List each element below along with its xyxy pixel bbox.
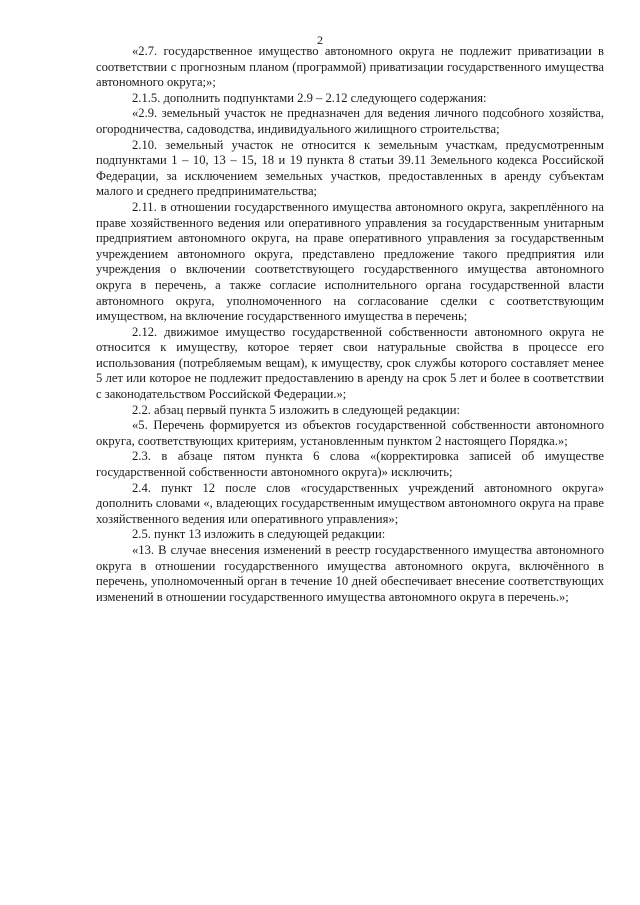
paragraph-2-11: 2.11. в отношении государственного имущества автономного округа, закреплённого на праве хозяйственного ведения или оперативного управления за государственным унитарным предприятием автономного округа, на праве оперативного управления за государственным учреждением автономного округа, представлено предложение такого предприятия или учреждения о включении соответствующего государственного имущества автономного округа в перечень, а также согласие исполнительного органа государственной власти автономного округа, уполномоченного на согласование сделки с соответствующим имуществом, на включение государственного имущества в перечень; [96,199,604,324]
document-body [96,44,604,605]
paragraph-2-12: 2.12. движимое имущество государственной собственности автономного округа не относится к имуществу, которое теряет свои натуральные свойства в процессе его использования (потребляемым вещам), к имуществу, срок службы которого составляет менее 5 лет или которое не подлежит предоставлению в аренду на срок 5 лет и более в соответствии с законодательством Российской Федерации.»; [96,324,604,402]
paragraph-2-9: «2.9. земельный участок не предназначен для ведения личного подсобного хозяйства, огородничества, садоводства, индивидуального жилищного строительства; [96,106,604,136]
paragraph-5-quote: «5. Перечень формируется из объектов государственной собственности автономного округа, соответствующих критериям, установленным пунктом 2 настоящего Порядка.»; [96,418,604,448]
paragraph-2-5: 2.5. пункт 13 изложить в следующей редакции: [132,527,386,542]
paragraph-2-3: 2.3. в абзаце пятом пункта 6 слова «(корректировка записей об имуществе государственной собственности автономного округа)» исключить; [96,449,604,480]
page-number: 2 [317,33,323,47]
paragraph-2-4: 2.4. пункт 12 после слов «государственных учреждений автономного округа» дополнить словами «, владеющих государственным имуществом автономного округа на праве хозяйственного ведения или оперативного управления»; [96,480,604,526]
paragraph-2-1-5: 2.1.5. дополнить подпунктами 2.9 – 2.12 следующего содержания: [132,90,487,105]
paragraph-2-10: 2.10. земельный участок не относится к земельным участкам, предусмотренным подпунктами 1 – 10, 13 – 15, 18 и 19 пункта 8 статьи 39.11 Земельного кодекса Российской Федерации, за исключением земельных участков, предоставленных в аренду субъектам малого и среднего предпринимательства; [96,137,604,199]
paragraph-13-quote: «13. В случае внесения изменений в реестр государственного имущества автономного округа в отношении государственного имущества автономного округа, включённого в перечень, уполномоченный орган в течение 10 дней обеспечивает внесение соответствующих изменений в отношении государственного имущества автономного округа в перечень.»; [96,543,604,604]
paragraph-2-7: «2.7. государственное имущество автономного округа не подлежит приватизации в соответствии с прогнозным планом (программой) приватизации государственного имущества автономного округа;»; [96,44,604,90]
paragraph-2-2: 2.2. абзац первый пункта 5 изложить в следующей редакции: [132,402,461,417]
